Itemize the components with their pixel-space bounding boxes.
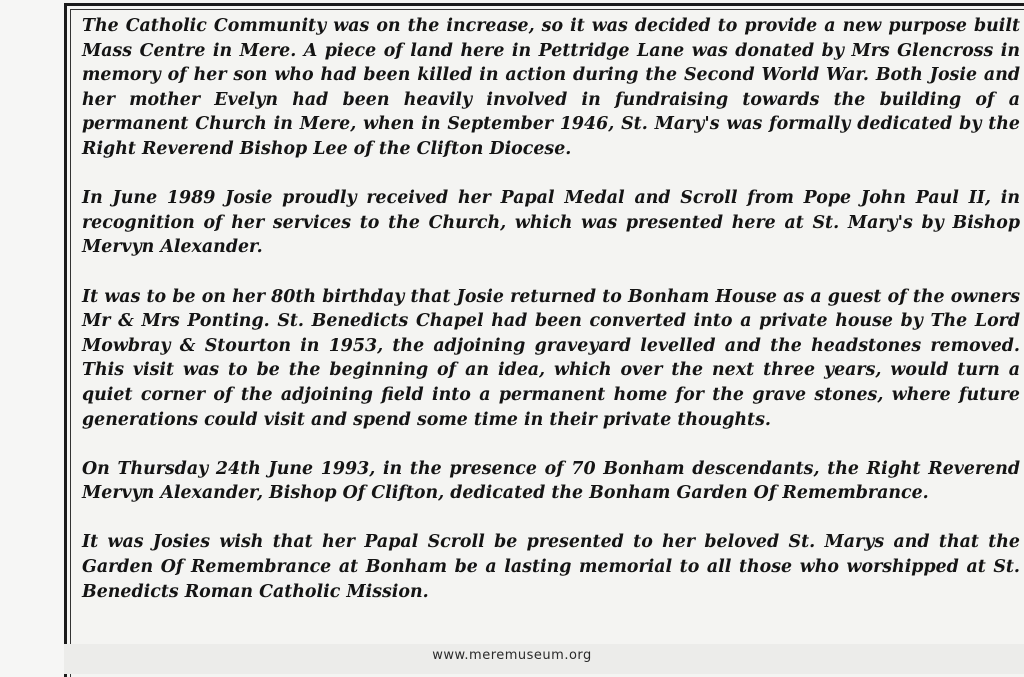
website-url: www.meremuseum.org [432,648,592,663]
paragraph-mass-centre: The Catholic Community was on the increase, so it was decided to provide a new purpose built Mass Centre in Mere. A piece of land here in Pettridge Lane was donated by Mrs Glencross in memory of her son who had been killed in action during the Second World War. Both Josie and her mother Evelyn had been heavily involved in fundraising towards the building of a permanent Church in Mere, when in September 1946, St. Mary's was formally dedicated by the Right Reverend Bishop Lee of the Clifton Diocese. [82,16,1020,159]
document-body [82,14,1020,629]
footer [0,648,1024,663]
page-margin [0,0,64,677]
paragraph-garden-dedication: On Thursday 24th June 1993, in the presence of 70 Bonham descendants, the Right Reverend Mervyn Alexander, Bishop Of Clifton, dedicated the Bonham Garden Of Remembrance. [82,458,1020,504]
paragraph-papal-medal: In June 1989 Josie proudly received her Papal Medal and Scroll from Pope John Paul II, in recognition of her services to the Church, which was presented here at St. Mary's by Bishop Mervyn Alexander. [82,188,1020,258]
paragraph-bonham-house: It was to be on her 80th birthday that Josie returned to Bonham House as a guest of the owners Mr & Mrs Ponting. St. Benedicts Chapel had been converted into a private house by The Lord Mowbray & Stourton in 1953, the adjoining graveyard levelled and the headstones removed. This visit was to be the beginning of an idea, which over the next three years, would turn a quiet corner of the adjoining field into a permanent home for the grave stones, where future generations could visit and spend some time in their private thoughts. [82,286,1020,430]
paragraph-papal-scroll: It was Josies wish that her Papal Scroll be presented to her beloved St. Marys and that the Garden Of Remembrance at Bonham be a lasting memorial to all those who worshipped at St. Benedicts Roman Catholic Mission. [82,532,1020,602]
